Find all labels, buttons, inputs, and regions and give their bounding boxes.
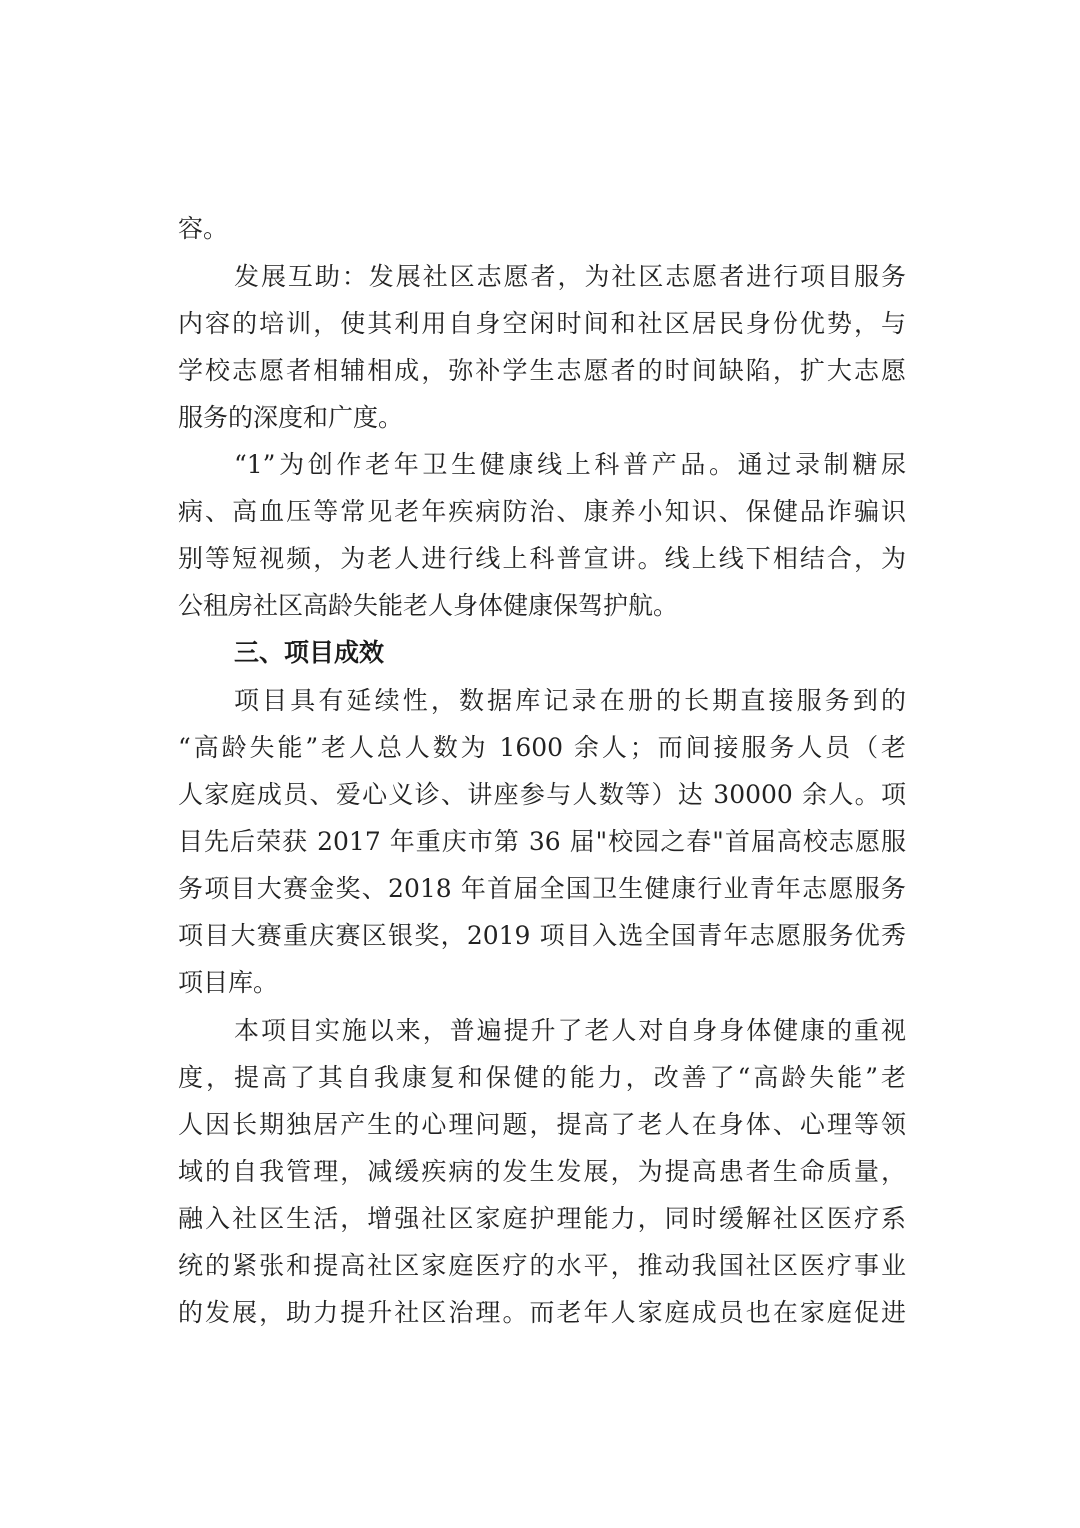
paragraph-line: 本项目实施以来，普遍提升了老人对自身身体健康的重视 (234, 1016, 906, 1045)
paragraph-line: 学校志愿者相辅相成，弥补学生志愿者的时间缺陷，扩大志愿 (178, 356, 906, 385)
paragraph-line: 人因长期独居产生的心理问题，提高了老人在身体、心理等领 (178, 1110, 906, 1139)
paragraph-line: 融入社区生活，增强社区家庭护理能力，同时缓解社区医疗系 (178, 1204, 906, 1233)
paragraph-line: 目先后荣获 2017 年重庆市第 36 届"校园之春"首届高校志愿服 (178, 827, 906, 856)
paragraph-line: 内容的培训，使其利用自身空闲时间和社区居民身份优势，与 (178, 309, 906, 338)
paragraph-line: 项目具有延续性，数据库记录在册的长期直接服务到的 (234, 686, 906, 715)
paragraph-line: 别等短视频，为老人进行线上科普宣讲。线上线下相结合，为 (178, 544, 906, 573)
paragraph-line: 服务的深度和广度。 (178, 403, 404, 432)
paragraph-line: 人家庭成员、爱心义诊、讲座参与人数等）达 30000 余人。项 (178, 780, 906, 809)
paragraph-line: 域的自我管理，减缓疾病的发生发展，为提高患者生命质量， (178, 1157, 906, 1186)
paragraph-line: 务项目大赛金奖、2018 年首届全国卫生健康行业青年志愿服务 (178, 874, 906, 903)
paragraph-line: 的发展，助力提升社区治理。而老年人家庭成员也在家庭促进 (178, 1298, 906, 1327)
paragraph-line: 病、高血压等常见老年疾病防治、康养小知识、保健品诈骗识 (178, 497, 906, 526)
paragraph-line: 发展互助：发展社区志愿者，为社区志愿者进行项目服务 (234, 262, 906, 291)
paragraph-line: 项目大赛重庆赛区银奖，2019 项目入选全国青年志愿服务优秀 (178, 921, 906, 950)
section-heading: 三、项目成效 (234, 638, 385, 667)
paragraph-line: “1”为创作老年卫生健康线上科普产品。通过录制糖尿 (234, 450, 906, 479)
paragraph-line: “高龄失能”老人总人数为 1600 余人；而间接服务人员（老 (178, 733, 906, 762)
text-line: 容。 (178, 214, 229, 243)
paragraph-line: 项目库。 (178, 968, 279, 997)
paragraph-line: 公租房社区高龄失能老人身体健康保驾护航。 (178, 591, 679, 620)
paragraph-line: 统的紧张和提高社区家庭医疗的水平，推动我国社区医疗事业 (178, 1251, 906, 1280)
paragraph-line: 度，提高了其自我康复和保健的能力，改善了“高龄失能”老 (178, 1063, 906, 1092)
